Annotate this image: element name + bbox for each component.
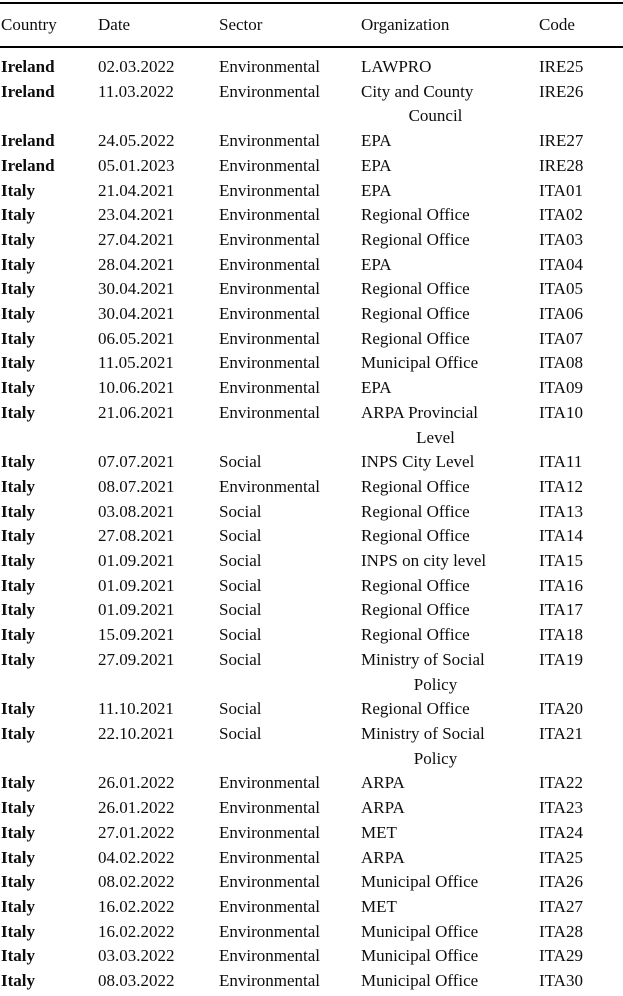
cell-organization xyxy=(360,80,538,129)
cell-country: Ireland xyxy=(1,155,55,175)
cell-code: ITA27 xyxy=(539,896,583,916)
table-row xyxy=(0,796,623,821)
org-line: INPS City Level xyxy=(361,452,475,472)
cell-sector: Social xyxy=(219,501,262,521)
col-header-code: Code xyxy=(538,3,623,47)
cell-date: 04.02.2022 xyxy=(98,847,175,867)
org-line-continuation: Level xyxy=(416,427,455,447)
cell-code: ITA21 xyxy=(539,723,583,743)
cell-country: Italy xyxy=(1,872,35,892)
cell-organization xyxy=(360,154,538,179)
cell-organization xyxy=(360,895,538,920)
cell-sector: Environmental xyxy=(219,180,321,200)
cell-code: ITA09 xyxy=(539,378,583,398)
cell-code: ITA29 xyxy=(539,946,583,966)
cell-date: 11.05.2021 xyxy=(98,353,174,373)
cell-country: Italy xyxy=(1,847,35,867)
cell-country: Italy xyxy=(1,229,35,249)
cell-code: ITA15 xyxy=(539,551,583,571)
org-line: Municipal Office xyxy=(361,971,479,991)
org-line: EPA xyxy=(361,180,392,200)
org-line: City and County xyxy=(361,81,474,101)
cell-organization xyxy=(360,944,538,969)
cell-country: Italy xyxy=(1,723,35,743)
cell-code: ITA01 xyxy=(539,180,583,200)
cell-sector: Environmental xyxy=(219,279,321,299)
table-row xyxy=(0,179,623,204)
cell-country: Italy xyxy=(1,476,35,496)
org-line: Regional Office xyxy=(361,625,470,645)
org-line: ARPA Provincial xyxy=(361,402,478,422)
cell-date: 01.09.2021 xyxy=(98,575,175,595)
table-row xyxy=(0,574,623,599)
org-line: MET xyxy=(361,822,397,842)
cell-organization xyxy=(360,574,538,599)
table-row xyxy=(0,969,623,994)
cell-organization xyxy=(360,277,538,302)
cell-date: 03.03.2022 xyxy=(98,946,175,966)
cell-date: 11.03.2022 xyxy=(98,81,174,101)
table-row xyxy=(0,697,623,722)
table-row xyxy=(0,376,623,401)
cell-date: 11.10.2021 xyxy=(98,699,174,719)
cell-date: 24.05.2022 xyxy=(98,131,175,151)
col-header-country: Country xyxy=(0,3,97,47)
table-row xyxy=(0,549,623,574)
cell-sector: Environmental xyxy=(219,773,321,793)
cell-country: Italy xyxy=(1,526,35,546)
cell-country: Italy xyxy=(1,921,35,941)
org-line-continuation: Policy xyxy=(413,674,458,694)
table-row xyxy=(0,228,623,253)
cell-sector: Environmental xyxy=(219,155,321,175)
cell-sector: Environmental xyxy=(219,353,321,373)
cell-country: Italy xyxy=(1,304,35,324)
table-row xyxy=(0,327,623,352)
cell-country: Italy xyxy=(1,971,35,991)
cell-code: ITA23 xyxy=(539,798,583,818)
org-line: Municipal Office xyxy=(361,872,479,892)
cell-sector: Environmental xyxy=(219,378,321,398)
org-line: INPS on city level xyxy=(361,551,487,571)
table-row xyxy=(0,277,623,302)
cell-date: 21.06.2021 xyxy=(98,402,175,422)
cell-date: 21.04.2021 xyxy=(98,180,175,200)
table-row xyxy=(0,351,623,376)
cell-date: 27.08.2021 xyxy=(98,526,175,546)
table-row xyxy=(0,598,623,623)
table-row xyxy=(0,846,623,871)
cell-organization xyxy=(360,697,538,722)
cell-date: 08.02.2022 xyxy=(98,872,175,892)
col-header-sector: Sector xyxy=(218,3,360,47)
cell-sector: Environmental xyxy=(219,131,321,151)
cell-country: Italy xyxy=(1,551,35,571)
cell-organization xyxy=(360,179,538,204)
cell-country: Italy xyxy=(1,822,35,842)
cell-country: Italy xyxy=(1,501,35,521)
cell-sector: Environmental xyxy=(219,304,321,324)
cell-sector: Environmental xyxy=(219,946,321,966)
org-line: Municipal Office xyxy=(361,946,479,966)
cell-country: Italy xyxy=(1,896,35,916)
cell-organization xyxy=(360,870,538,895)
cell-organization xyxy=(360,549,538,574)
table-row xyxy=(0,944,623,969)
table-row xyxy=(0,154,623,179)
org-line: Regional Office xyxy=(361,501,470,521)
cell-code: ITA16 xyxy=(539,575,583,595)
cell-date: 10.06.2021 xyxy=(98,378,175,398)
cell-country: Italy xyxy=(1,575,35,595)
cell-code: ITA20 xyxy=(539,699,583,719)
cell-code: ITA19 xyxy=(539,649,583,669)
cell-date: 02.03.2022 xyxy=(98,57,175,76)
cell-organization xyxy=(360,969,538,994)
org-line: LAWPRO xyxy=(361,57,432,76)
org-line: Regional Office xyxy=(361,699,470,719)
table-row xyxy=(0,253,623,278)
org-line: EPA xyxy=(361,378,392,398)
org-line: MET xyxy=(361,896,397,916)
cell-code: ITA02 xyxy=(539,205,583,225)
cell-date: 07.07.2021 xyxy=(98,452,175,472)
cell-code: ITA24 xyxy=(539,822,583,842)
org-line: EPA xyxy=(361,254,392,274)
cell-sector: Social xyxy=(219,551,262,571)
table-row xyxy=(0,129,623,154)
cell-date: 30.04.2021 xyxy=(98,304,175,324)
cell-code: IRE26 xyxy=(539,81,584,101)
cell-organization xyxy=(360,722,538,771)
cell-sector: Social xyxy=(219,575,262,595)
cell-country: Italy xyxy=(1,946,35,966)
org-line: Regional Office xyxy=(361,304,470,324)
org-line: Municipal Office xyxy=(361,353,479,373)
cell-sector: Environmental xyxy=(219,205,321,225)
cell-code: IRE27 xyxy=(539,131,584,151)
org-line: ARPA xyxy=(361,798,405,818)
cell-organization xyxy=(360,846,538,871)
cell-country: Italy xyxy=(1,205,35,225)
table-row xyxy=(0,500,623,525)
cell-date: 01.09.2021 xyxy=(98,551,175,571)
table-body xyxy=(0,47,623,994)
cell-date: 06.05.2021 xyxy=(98,328,175,348)
cell-date: 15.09.2021 xyxy=(98,625,175,645)
cell-organization xyxy=(360,351,538,376)
cell-sector: Social xyxy=(219,600,262,620)
cell-country: Italy xyxy=(1,378,35,398)
cell-sector: Environmental xyxy=(219,476,321,496)
cell-date: 08.03.2022 xyxy=(98,971,175,991)
cell-code: ITA06 xyxy=(539,304,583,324)
table-row xyxy=(0,870,623,895)
org-line: Municipal Office xyxy=(361,921,479,941)
cell-country: Italy xyxy=(1,798,35,818)
cell-date: 26.01.2022 xyxy=(98,798,175,818)
cell-code: ITA30 xyxy=(539,971,583,991)
cell-code: ITA03 xyxy=(539,229,583,249)
cell-date: 27.09.2021 xyxy=(98,649,175,669)
cell-date: 27.01.2022 xyxy=(98,822,175,842)
table-row xyxy=(0,771,623,796)
cell-code: ITA07 xyxy=(539,328,583,348)
cell-country: Italy xyxy=(1,353,35,373)
cell-country: Italy xyxy=(1,699,35,719)
table-row xyxy=(0,920,623,945)
org-line: Ministry of Social xyxy=(361,649,485,669)
cell-organization xyxy=(360,228,538,253)
cell-sector: Environmental xyxy=(219,798,321,818)
cell-date: 30.04.2021 xyxy=(98,279,175,299)
cell-code: ITA18 xyxy=(539,625,583,645)
cell-code: ITA13 xyxy=(539,501,583,521)
cell-sector: Environmental xyxy=(219,847,321,867)
cell-country: Italy xyxy=(1,328,35,348)
org-line-continuation: Policy xyxy=(413,748,458,768)
cell-code: ITA04 xyxy=(539,254,583,274)
cell-date: 01.09.2021 xyxy=(98,600,175,620)
cell-code: ITA14 xyxy=(539,526,583,546)
col-header-organization: Organization xyxy=(360,3,538,47)
cell-sector: Environmental xyxy=(219,822,321,842)
cell-sector: Environmental xyxy=(219,57,321,76)
org-line: Regional Office xyxy=(361,526,470,546)
cell-code: ITA08 xyxy=(539,353,583,373)
table-row xyxy=(0,895,623,920)
cell-sector: Environmental xyxy=(219,254,321,274)
org-line: Regional Office xyxy=(361,205,470,225)
table-row xyxy=(0,450,623,475)
table-row xyxy=(0,722,623,771)
cell-sector: Environmental xyxy=(219,971,321,991)
table-row xyxy=(0,524,623,549)
cell-sector: Social xyxy=(219,723,262,743)
header-row xyxy=(0,3,623,47)
org-line: Regional Office xyxy=(361,328,470,348)
cell-organization xyxy=(360,401,538,450)
cell-country: Italy xyxy=(1,180,35,200)
cell-country: Italy xyxy=(1,625,35,645)
cell-organization xyxy=(360,524,538,549)
cell-sector: Environmental xyxy=(219,896,321,916)
cell-country: Italy xyxy=(1,279,35,299)
cell-organization xyxy=(360,598,538,623)
cell-country: Italy xyxy=(1,452,35,472)
cell-organization xyxy=(360,302,538,327)
table-row xyxy=(0,47,623,80)
cell-organization xyxy=(360,771,538,796)
org-line: Regional Office xyxy=(361,476,470,496)
cell-sector: Social xyxy=(219,625,262,645)
org-line-continuation: Council xyxy=(408,106,463,126)
cell-organization xyxy=(360,821,538,846)
cell-date: 22.10.2021 xyxy=(98,723,175,743)
cell-organization xyxy=(360,327,538,352)
cell-code: IRE28 xyxy=(539,155,584,175)
cell-sector: Environmental xyxy=(219,328,321,348)
table-row xyxy=(0,401,623,450)
cell-country: Ireland xyxy=(1,57,55,76)
cell-code: ITA05 xyxy=(539,279,583,299)
cell-sector: Social xyxy=(219,526,262,546)
cell-date: 23.04.2021 xyxy=(98,205,175,225)
cell-date: 05.01.2023 xyxy=(98,155,175,175)
cell-date: 28.04.2021 xyxy=(98,254,175,274)
org-line: EPA xyxy=(361,155,392,175)
org-line: Ministry of Social xyxy=(361,723,485,743)
table-row xyxy=(0,648,623,697)
table-row xyxy=(0,821,623,846)
cell-sector: Environmental xyxy=(219,921,321,941)
cell-organization xyxy=(360,253,538,278)
cell-organization xyxy=(360,376,538,401)
cell-sector: Social xyxy=(219,649,262,669)
cell-date: 16.02.2022 xyxy=(98,921,175,941)
org-line: EPA xyxy=(361,131,392,151)
cell-country: Italy xyxy=(1,254,35,274)
cell-date: 08.07.2021 xyxy=(98,476,175,496)
cell-date: 26.01.2022 xyxy=(98,773,175,793)
cell-date: 27.04.2021 xyxy=(98,229,175,249)
cell-code: ITA10 xyxy=(539,402,583,422)
cell-country: Italy xyxy=(1,649,35,669)
cell-country: Italy xyxy=(1,773,35,793)
org-line: Regional Office xyxy=(361,229,470,249)
cell-code: ITA28 xyxy=(539,921,583,941)
org-line: Regional Office xyxy=(361,575,470,595)
cell-country: Ireland xyxy=(1,131,55,151)
cell-sector: Environmental xyxy=(219,81,321,101)
cell-organization xyxy=(360,648,538,697)
cell-sector: Environmental xyxy=(219,872,321,892)
cell-code: ITA22 xyxy=(539,773,583,793)
table-row xyxy=(0,203,623,228)
cell-country: Italy xyxy=(1,600,35,620)
cell-organization xyxy=(360,203,538,228)
table-row xyxy=(0,623,623,648)
cell-country: Ireland xyxy=(1,81,55,101)
cell-organization xyxy=(360,450,538,475)
org-line: Regional Office xyxy=(361,279,470,299)
cell-code: ITA17 xyxy=(539,600,583,620)
cell-country: Italy xyxy=(1,402,35,422)
cell-organization xyxy=(360,475,538,500)
cell-organization xyxy=(360,500,538,525)
cell-sector: Environmental xyxy=(219,229,321,249)
cell-date: 16.02.2022 xyxy=(98,896,175,916)
cell-organization xyxy=(360,47,538,80)
org-line: Regional Office xyxy=(361,600,470,620)
cell-date: 03.08.2021 xyxy=(98,501,175,521)
cell-code: IRE25 xyxy=(539,57,584,76)
cell-organization xyxy=(360,623,538,648)
table-row xyxy=(0,302,623,327)
cell-sector: Social xyxy=(219,699,262,719)
org-line: ARPA xyxy=(361,773,405,793)
table-header xyxy=(0,3,623,47)
cell-code: ITA26 xyxy=(539,872,583,892)
cell-organization xyxy=(360,796,538,821)
org-line: ARPA xyxy=(361,847,405,867)
cell-code: ITA25 xyxy=(539,847,583,867)
cell-organization xyxy=(360,920,538,945)
table-row xyxy=(0,475,623,500)
table-row xyxy=(0,80,623,129)
cell-organization xyxy=(360,129,538,154)
cell-code: ITA11 xyxy=(539,452,583,472)
cell-sector: Social xyxy=(219,452,262,472)
interview-table xyxy=(0,2,623,994)
cell-sector: Environmental xyxy=(219,402,321,422)
col-header-date: Date xyxy=(97,3,218,47)
cell-code: ITA12 xyxy=(539,476,583,496)
